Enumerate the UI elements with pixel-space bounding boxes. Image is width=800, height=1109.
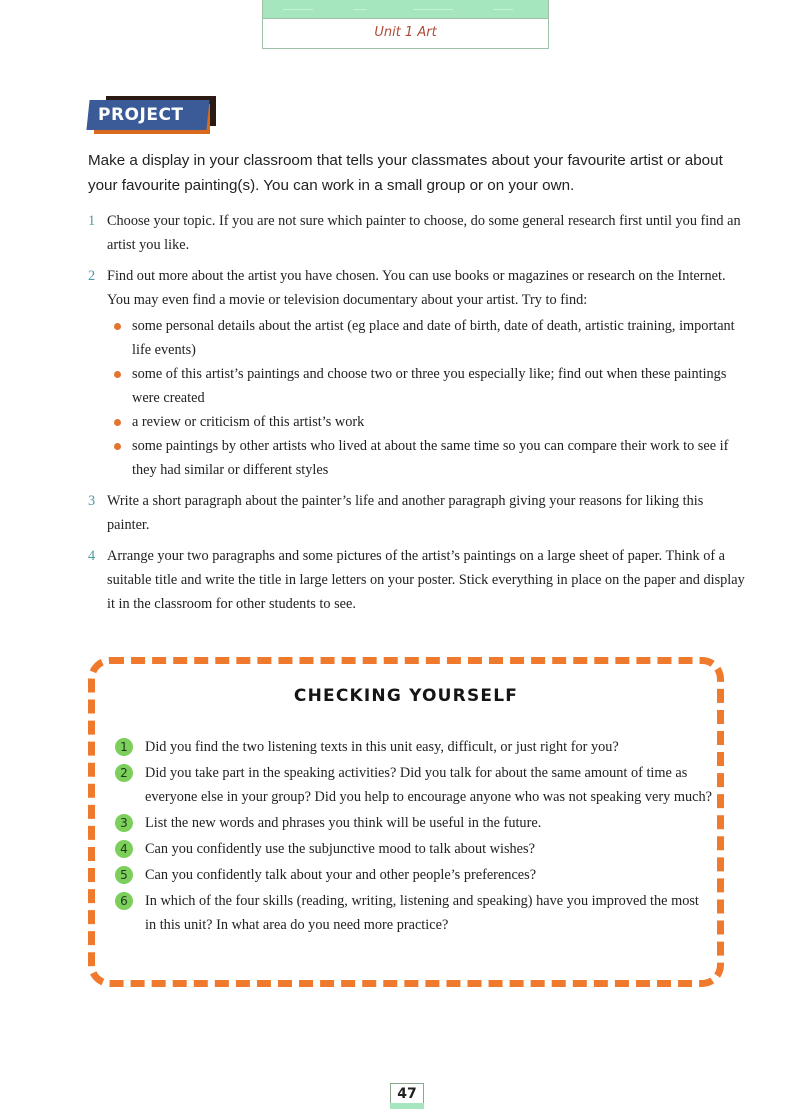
step-number: 1 <box>88 213 96 229</box>
project-step <box>88 209 748 257</box>
number-badge-icon: 6 <box>115 892 133 910</box>
page-number: 47 <box>390 1083 424 1105</box>
number-badge-icon: 5 <box>115 866 133 884</box>
number-badge-icon: 2 <box>115 764 133 782</box>
project-banner-label: PROJECT <box>98 105 184 125</box>
project-intro: Make a display in your classroom that tells your classmates about your favourite artist or about your favourite painting(s). You can work in a small group or on your own. <box>88 152 723 194</box>
step-text: Choose your topic. If you are not sure which painter to choose, do some general research first until you find an artist you like. <box>107 213 741 253</box>
step-number: 2 <box>88 268 96 284</box>
project-step <box>88 264 748 482</box>
project-banner <box>88 96 216 135</box>
checking-item: 2 Did you take part in the speaking activities? Did you talk for about the same amount of time as everyone else in your group? Did you help to encourage anyone who was not speaking very much? <box>107 761 712 809</box>
bullet-dot-icon <box>114 371 121 378</box>
checking-yourself-title: CHECKING YOURSELF <box>293 686 519 706</box>
unit-label: Unit 1 Art <box>374 25 437 40</box>
number-badge-icon: 1 <box>115 738 133 756</box>
unit-header-tab <box>262 0 549 49</box>
step-number: 3 <box>88 493 96 509</box>
checking-item: 3 List the new words and phrases you think will be useful in the future. <box>107 811 712 835</box>
checking-item: 1 Did you find the two listening texts in this unit easy, difficult, or just right for you? <box>107 735 712 759</box>
number-badge-icon: 3 <box>115 814 133 832</box>
step-text: Find out more about the artist you have chosen. You can use books or magazines or research on the Internet. You may even find a movie or television documentary about your artist. Try to find: <box>107 268 726 308</box>
bullet-item: some of this artist’s paintings and choose two or three you especially like; find out when these paintings were created <box>107 362 748 410</box>
bullet-item: some personal details about the artist (eg place and date of birth, date of death, artistic training, important life events) <box>107 314 748 362</box>
number-badge-icon: 4 <box>115 840 133 858</box>
bullet-item: a review or criticism of this artist’s work <box>107 410 748 434</box>
checking-item: 4 Can you confidently use the subjunctive mood to talk about wishes? <box>107 837 712 861</box>
project-steps <box>88 209 748 623</box>
checking-yourself-box <box>88 657 724 987</box>
bullet-dot-icon <box>114 419 121 426</box>
project-step <box>88 544 748 616</box>
step-bullet-list <box>107 314 748 482</box>
step-text: Write a short paragraph about the painter’s life and another paragraph giving your reasons for liking this painter. <box>107 493 704 533</box>
bullet-dot-icon <box>114 323 121 330</box>
checking-list <box>107 735 712 939</box>
step-text: Arrange your two paragraphs and some pictures of the artist’s paintings on a large sheet of paper. Think of a suitable title and write the title in large letters on your poster. Stick everything in place on the paper and display it in the classroom for other students to see. <box>107 548 745 612</box>
page-number-decor <box>390 1103 424 1109</box>
checking-item: 6 In which of the four skills (reading, writing, listening and speaking) have you improved the most in this unit? In what area do you need more practice? <box>107 889 712 937</box>
header-decor-strip <box>263 0 548 19</box>
bullet-dot-icon <box>114 443 121 450</box>
project-step <box>88 489 748 537</box>
bullet-item: some paintings by other artists who lived at about the same time so you can compare their work to see if they had similar or different styles <box>107 434 748 482</box>
checking-item: 5 Can you confidently talk about your and other people’s preferences? <box>107 863 712 887</box>
step-number: 4 <box>88 548 96 564</box>
